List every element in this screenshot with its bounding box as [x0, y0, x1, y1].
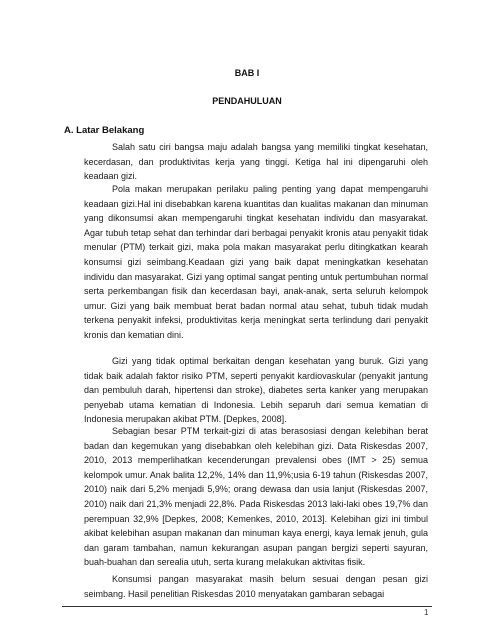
- chapter-title: PENDAHULUAN: [212, 96, 282, 106]
- body-paragraph: [84, 182, 428, 354]
- paragraph-2: Pola makan merupakan perilaku paling penting yang dapat mempengaruhi keadaan gizi.Hal ini disebabkan karena kuantitas dan kualitas makanan dan minuman yang dikonsumsi akan mempengaruhi tingkat kesehatan individu dan masyarakat. Agar tubuh tetap sehat dan terhindar dari berbagai penyakit kronis atau penyakit tidak menular (PTM) terkait gizi, maka pola makan masyarakat perlu ditingkatkan kearah konsumsi gizi seimbang.Keadaan gizi yang baik dapat meningkatkan kesehatan individu dan masyarakat. Gizi yang optimal sangat penting untuk pertumbuhan normal serta perkembangan fisik dan kecerdasan bayi, anak-anak, serta seluruh kelompok umur. Gizi yang baik membuat berat badan normal atau sehat, tubuh tidak mudah terkena penyakit infeksi, produktivitas kerja meningkat serta terlindung dari penyakit kronis dan kematian dini.: [84, 184, 428, 340]
- section-heading: A. Latar Belakang: [64, 125, 145, 136]
- paragraph-5: Konsumsi pangan masyarakat masih belum sesuai dengan pesan gizi seimbang. Hasil penelitian Riskesdas 2010 menyatakan gambaran sebagai: [84, 574, 428, 599]
- paragraph-1: Salah satu ciri bangsa maju adalah bangsa yang memiliki tingkat kesehatan, kecerdasan, dan produktivitas kerja yang tinggi. Ketiga hal ini dipengaruhi oleh keadaan gizi.: [84, 142, 428, 182]
- chapter-heading: BAB I: [234, 68, 260, 78]
- body-paragraph: [84, 424, 428, 581]
- paragraph-4: Sebagian besar PTM terkait-gizi di atas berasosiasi dengan kelebihan berat badan dan kegemukan yang disebabkan oleh kelebihan gizi. Data Riskesdas 2007, 2010, 2013 memperlihatkan kecenderungan prevalensi obes (IMT > 25) semua kelompok umur. Anak balita 12,2%, 14% dan 11,9%;usia 6-19 tahun (Riskesdas 2007, 2010) naik dari 5,2% menjadi 5,9%; orang dewasa dan usia lanjut (Riskesdas 2007, 2010) naik dari 21,3% menjadi 22,8%. Pada Riskesdas 2013 laki-laki obes 19,7% dan perempuan 32,9% [Depkes, 2008; Kemenkes, 2010, 2013]. Kelebihan gizi ini timbul akibat kelebihan asupan makanan dan minuman kaya energi, kaya lemak jenuh, gula dan garam tambahan, namun kekurangan asupan pangan bergizi seperti sayuran, buah-buahan dan serealia utuh, serta kurang melakukan aktivitas fisik.: [84, 426, 428, 568]
- page-number: 1: [424, 608, 429, 617]
- paragraph-3: Gizi yang tidak optimal berkaitan dengan kesehatan yang buruk. Gizi yang tidak baik adalah faktor risiko PTM, seperti penyakit kardiovaskular (penyakit jantung dan pembuluh darah, hipertensi dan stroke), diabetes serta kanker yang merupakan penyebab utama kematian di Indonesia. Lebih separuh dari semua kematian di Indonesia merupakan akibat PTM. [Depkes, 2008].: [84, 356, 428, 425]
- footer-divider: [62, 606, 432, 607]
